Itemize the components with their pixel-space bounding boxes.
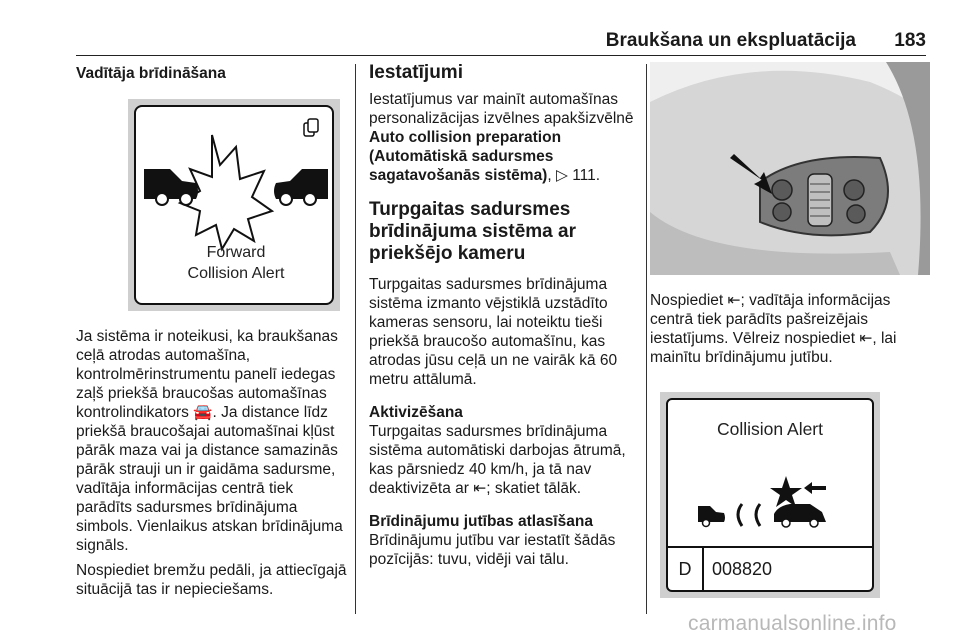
collision-alert-button-icon (772, 180, 792, 200)
heading-settings: Iestatījumi (369, 62, 463, 83)
display-title: Collision Alert (716, 419, 824, 439)
alert-line-2: Collision Alert (187, 265, 285, 282)
settings-text: Iestatījumus var mainīt automašīnas personalizācijas izvēlnes apakšizvēlnē (369, 91, 634, 127)
steering-wheel-illustration (650, 62, 930, 275)
paragraph-press-button: Nospiediet ⇤; vadītāja informācijas centrā tiek parādīts pašreizējais iestatījums. Vēlreiz nospiediet ⇤, lai mainītu brīdinājumu jutību. (650, 292, 897, 366)
paragraph-settings (369, 90, 637, 185)
status-bar (668, 546, 872, 590)
figure-collision-alert-display (660, 392, 880, 598)
column-3 (650, 62, 930, 598)
collision-alert-symbol-icon (668, 400, 872, 550)
paragraph-activation: Turpgaitas sadursmes brīdinājuma sistēma automātiski darbojas ātrumā, kas pārsniedz 40 km/h, ja tā nav deaktivizēta ar ⇤; skatiet tālāk. (369, 423, 626, 497)
page-number: 183 (894, 30, 926, 51)
paragraph-camera-system: Turpgaitas sadursmes brīdinājuma sistēma izmanto vējstiklā uzstādīto kameras sensoru, lai noteiktu tieši priekšā braucošo automašīnu, kas atrodas jūsu ceļā un ne vairāk kā 60 metru attālumā. (369, 276, 618, 388)
paragraph-sensitivity: Brīdinājumu jutību var iestatīt šādās pozīcijās: tuvu, vidēji vai tālu. (369, 532, 616, 568)
heading-driver-warning: Vadītāja brīdināšana (76, 65, 226, 82)
section-title: Braukšana un ekspluatācija (605, 30, 856, 51)
settings-menu-name: Auto collision preparation (Automātiskā sadursmes sagatavošanās sistēma) (369, 129, 562, 184)
gear-indicator: D (668, 548, 704, 590)
column-divider (355, 64, 356, 614)
heading-activation: Aktivizēšana (369, 404, 463, 421)
watermark: carmanualsonline.info (688, 612, 897, 635)
odometer-readout: 008820 (712, 559, 773, 579)
column-divider (646, 64, 647, 614)
column-1 (76, 62, 348, 599)
page-header (76, 26, 926, 56)
display-panel (666, 398, 874, 592)
figure-steering-wheel (650, 62, 930, 275)
alert-line-1: Forward (206, 244, 266, 261)
display-panel (134, 105, 334, 305)
figure-forward-collision-alert (128, 99, 340, 311)
heading-sensitivity: Brīdinājumu jutības atlasīšana (369, 513, 593, 530)
heading-forward-collision-camera: Turpgaitas sadursmes brīdinājuma sistēma ar priekšējo kameru (369, 199, 576, 264)
paragraph-warning-description: Ja sistēma ir noteikusi, ka braukšanas ceļā atrodas automašīna, kontrolmērinstrumentu panelī iedegas zaļš priekšā braucošas automašīnas kontrolindikators 🚘. Ja distance līdz priekšā braucošajai automašīnai kļūst pārāk maza vai ja distance samazinās pārāk strauji un ir gaidāma sadursme, vadītāja informācijas centrā tiek parādīts sadursmes brīdinājuma simbols. Vienlaikus atskan brīdinājuma signāls. (76, 328, 343, 554)
paragraph-brake-advice: Nospiediet bremžu pedāli, ja attiecīgajā situācijā tas ir nepieciešams. (76, 562, 347, 598)
settings-page-ref: , ▷ 111. (547, 167, 601, 184)
column-2 (369, 62, 637, 569)
